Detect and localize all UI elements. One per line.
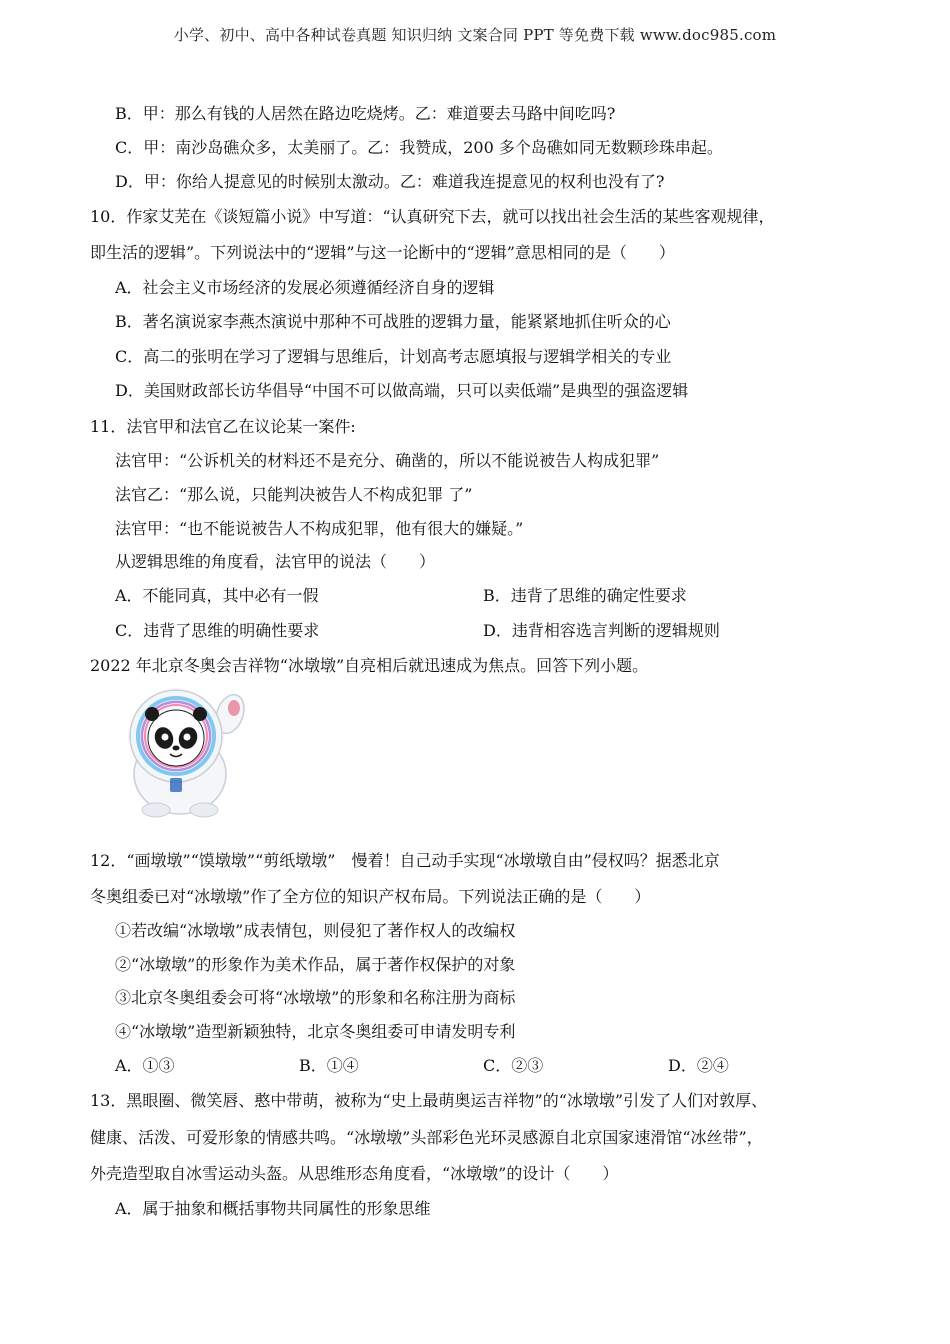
q12-option-b: B．①④: [299, 1056, 359, 1075]
q10-option-a: A．社会主义市场经济的发展必须遵循经济自身的逻辑: [115, 278, 495, 297]
q12-statement-4: ④“冰墩墩”造型新颖独特，北京冬奥组委可申请发明专利: [115, 1022, 516, 1041]
q10-option-c: C．高二的张明在学习了逻辑与思维后，计划高考志愿填报与逻辑学相关的专业: [115, 347, 672, 366]
q12-statement-2: ②“冰墩墩”的形象作为美术作品，属于著作权保护的对象: [115, 955, 516, 974]
q12-option-c: C．②③: [483, 1056, 544, 1075]
q13-stem-line2: 健康、活泼、可爱形象的情感共鸣。“冰墩墩”头部彩色光环灵感源自北京国家速滑馆“冰丝带”，: [90, 1128, 763, 1147]
q12-stem-line2: 冬奥组委已对“冰墩墩”作了全方位的知识产权布局。下列说法正确的是（ ）: [90, 887, 651, 906]
site-header: 小学、初中、高中各种试卷真题 知识归纳 文案合同 PPT 等免费下载 www.doc985.com: [173, 26, 777, 44]
q13-stem-line3: 外壳造型取自冰雪运动头盔。从思维形态角度看，“冰墩墩”的设计（ ）: [90, 1164, 619, 1183]
q11-option-a: A．不能同真，其中必有一假: [115, 586, 319, 605]
q13-option-a: A．属于抽象和概括事物共同属性的形象思维: [115, 1199, 431, 1218]
q9-option-d: D．甲：你给人提意见的时候别太激动。乙：难道我连提意见的权利也没有了?: [115, 172, 665, 191]
bing-dwen-dwen-image: [110, 686, 250, 820]
section-intro: 2022 年北京冬奥会吉祥物“冰墩墩”自亮相后就迅速成为焦点。回答下列小题。: [90, 656, 649, 675]
q12-option-a: A．①③: [115, 1056, 175, 1075]
q11-option-b: B．违背了思维的确定性要求: [483, 586, 687, 605]
q11-dialogue-1: 法官甲：“公诉机关的材料还不是充分、确凿的，所以不能说被告人构成犯罪”: [115, 451, 660, 470]
q11-stem: 11．法官甲和法官乙在议论某一案件:: [90, 417, 356, 436]
q12-statement-1: ①若改编“冰墩墩”成表情包，则侵犯了著作权人的改编权: [115, 921, 516, 940]
q11-dialogue-2: 法官乙：“那么说，只能判决被告人不构成犯罪 了”: [115, 485, 473, 504]
q12-statement-3: ③北京冬奥组委会可将“冰墩墩”的形象和名称注册为商标: [115, 988, 516, 1007]
q11-dialogue-3: 法官甲：“也不能说被告人不构成犯罪，他有很大的嫌疑。”: [115, 519, 524, 538]
q12-stem-line1: 12．“画墩墩”“馍墩墩”“剪纸墩墩” 慢着！自己动手实现“冰墩墩自由”侵权吗？据悉北京: [90, 851, 720, 870]
q9-option-c: C．甲：南沙岛礁众多，太美丽了。乙：我赞成，200 多个岛礁如同无数颗珍珠串起。: [115, 138, 723, 157]
q10-stem-line1: 10．作家艾芜在《谈短篇小说》中写道：“认真研究下去，就可以找出社会生活的某些客观规律，: [90, 207, 775, 226]
q10-stem-line2: 即生活的逻辑”。下列说法中的“逻辑”与这一论断中的“逻辑”意思相同的是（ ）: [90, 243, 675, 262]
q10-option-b: B．著名演说家李燕杰演说中那种不可战胜的逻辑力量，能紧紧地抓住听众的心: [115, 312, 671, 331]
q9-option-b: B．甲：那么有钱的人居然在路边吃烧烤。乙：难道要去马路中间吃吗?: [115, 104, 616, 123]
q11-option-c: C．违背了思维的明确性要求: [115, 621, 320, 640]
q13-stem-line1: 13．黑眼圈、微笑唇、憨中带萌，被称为“史上最萌奥运吉祥物”的“冰墩墩”引发了人们对敦厚、: [90, 1091, 768, 1110]
q11-option-d: D．违背相容选言判断的逻辑规则: [483, 621, 720, 640]
q12-option-d: D．②④: [668, 1056, 729, 1075]
q11-question: 从逻辑思维的角度看，法官甲的说法（ ）: [115, 552, 436, 571]
q10-option-d: D．美国财政部长访华倡导“中国不可以做高端，只可以卖低端”是典型的强盗逻辑: [115, 381, 689, 400]
